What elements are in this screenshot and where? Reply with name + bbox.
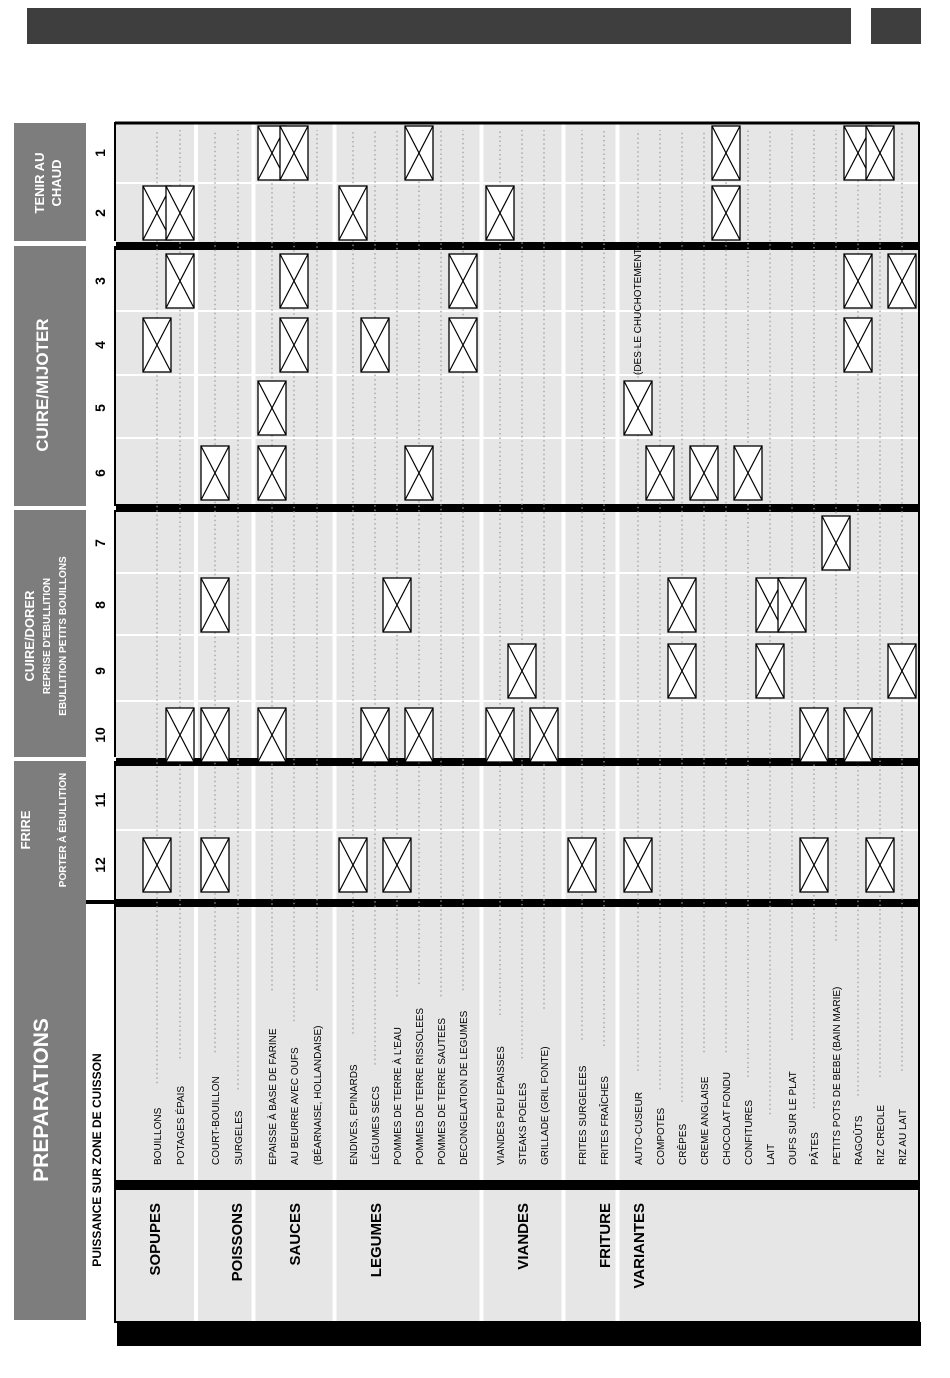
item-label: BOUILLONS bbox=[153, 1107, 164, 1165]
annotation-chuchotement: (DES LE CHUCHOTEMENT) bbox=[633, 244, 644, 375]
power-mark bbox=[258, 708, 286, 762]
item-label: FRITES SURGELEES bbox=[578, 1065, 589, 1165]
item-label: LAIT bbox=[766, 1143, 777, 1165]
power-mark bbox=[361, 318, 389, 372]
item-label: POMMES DE TERRE RISSOLEES bbox=[415, 1007, 426, 1165]
phase-subtitle-ebullition: EBULLITION PETITS BOUILLONS bbox=[58, 556, 69, 716]
power-mark bbox=[712, 186, 740, 240]
category-label: POISSONS bbox=[229, 1203, 246, 1282]
power-mark bbox=[866, 126, 894, 180]
item-label: GRILLADE (GRIL FONTE) bbox=[540, 1046, 551, 1165]
item-label: AUTO-CUSEUR bbox=[634, 1091, 645, 1165]
phase-title-frire: FRIRE bbox=[18, 810, 33, 850]
phase-separator bbox=[115, 242, 919, 250]
item-label: SURGELES bbox=[234, 1110, 245, 1165]
power-mark bbox=[800, 708, 828, 762]
power-mark bbox=[201, 838, 229, 892]
power-mark bbox=[449, 318, 477, 372]
power-mark bbox=[280, 318, 308, 372]
power-mark bbox=[383, 838, 411, 892]
level-number-11: 11 bbox=[92, 792, 108, 808]
power-mark bbox=[166, 708, 194, 762]
page-title: PREPARATIONS bbox=[30, 1018, 53, 1182]
power-mark bbox=[844, 254, 872, 308]
item-label: OUFS SUR LE PLAT bbox=[788, 1071, 799, 1165]
power-mark bbox=[258, 446, 286, 500]
item-label: CREME ANGLAISE bbox=[700, 1076, 711, 1165]
power-mark bbox=[822, 516, 850, 570]
item-label: POMMES DE TERRE À L'EAU bbox=[393, 1027, 404, 1165]
power-mark bbox=[143, 318, 171, 372]
category-label: SOPUPES bbox=[147, 1203, 164, 1276]
item-label: POTAGES ÉPAIS bbox=[176, 1085, 187, 1165]
power-mark bbox=[339, 186, 367, 240]
item-label: COMPOTES bbox=[656, 1107, 667, 1165]
power-mark bbox=[844, 318, 872, 372]
level-number-1: 1 bbox=[92, 149, 108, 157]
power-mark bbox=[449, 254, 477, 308]
phase-separator bbox=[115, 899, 919, 907]
level-number-5: 5 bbox=[92, 404, 108, 412]
level-number-3: 3 bbox=[92, 277, 108, 285]
power-mark bbox=[508, 644, 536, 698]
power-mark bbox=[624, 381, 652, 435]
power-mark bbox=[280, 254, 308, 308]
power-mark bbox=[756, 644, 784, 698]
power-mark bbox=[405, 446, 433, 500]
level-number-6: 6 bbox=[92, 469, 108, 477]
item-label: AU BEURRE AVEC OUFS bbox=[290, 1047, 301, 1165]
category-divider bbox=[333, 123, 337, 1322]
power-mark bbox=[166, 254, 194, 308]
item-label: EPAISSE À BASE DE FARINE bbox=[268, 1028, 279, 1165]
power-mark bbox=[361, 708, 389, 762]
power-mark bbox=[201, 446, 229, 500]
power-mark bbox=[486, 186, 514, 240]
category-divider bbox=[616, 123, 620, 1322]
power-mark bbox=[143, 838, 171, 892]
power-mark bbox=[888, 644, 916, 698]
phase-title-tenir: TENIR AU bbox=[32, 152, 47, 214]
item-label: POMMES DE TERRE SAUTEES bbox=[437, 1017, 448, 1165]
level-number-8: 8 bbox=[92, 601, 108, 609]
footer-bar bbox=[117, 1322, 921, 1346]
item-label: PÂTES bbox=[810, 1132, 821, 1165]
item-label: DECONGELATION DE LEGUMES bbox=[459, 1010, 470, 1165]
phase-subtitle-reprise: REPRISE D'EBULLITION bbox=[42, 577, 53, 695]
phase-separator bbox=[115, 504, 919, 512]
item-label: (BÉARNAISE, HOLLANDAISE) bbox=[313, 1025, 324, 1165]
category-divider bbox=[252, 123, 256, 1322]
phase-gap bbox=[14, 757, 116, 761]
phase-title-tenir: CHAUD bbox=[49, 159, 64, 207]
power-mark bbox=[778, 578, 806, 632]
item-label: RIZ CREOLE bbox=[876, 1104, 887, 1165]
level-number-12: 12 bbox=[92, 857, 108, 873]
phase-subtitle-porter: PORTER À ÉBULLITION bbox=[58, 772, 69, 888]
item-label: LÉGUMES SECS bbox=[371, 1086, 382, 1165]
category-divider bbox=[480, 123, 484, 1322]
item-label: PETITS POTS DE BEBE (BAIN MARIE) bbox=[832, 986, 843, 1165]
power-mark bbox=[734, 446, 762, 500]
power-mark bbox=[800, 838, 828, 892]
item-label: CRÊPES bbox=[678, 1123, 689, 1165]
power-mark bbox=[624, 838, 652, 892]
power-mark bbox=[668, 578, 696, 632]
power-mark bbox=[339, 838, 367, 892]
item-label: FRITES FRAÎCHES bbox=[600, 1076, 611, 1165]
item-label: CONFITURES bbox=[744, 1100, 755, 1165]
label-separator bbox=[115, 1180, 919, 1190]
phase-separator bbox=[115, 758, 919, 766]
power-mark bbox=[201, 708, 229, 762]
level-number-10: 10 bbox=[92, 727, 108, 743]
item-label: COURT-BOUILLON bbox=[211, 1076, 222, 1165]
power-mark bbox=[166, 186, 194, 240]
category-divider bbox=[562, 123, 566, 1322]
power-mark bbox=[486, 708, 514, 762]
power-mark bbox=[712, 126, 740, 180]
power-mark bbox=[888, 254, 916, 308]
power-mark bbox=[690, 446, 718, 500]
power-mark bbox=[568, 838, 596, 892]
power-mark bbox=[668, 644, 696, 698]
item-label: CHOCOLAT FONDU bbox=[722, 1072, 733, 1165]
power-mark bbox=[844, 708, 872, 762]
phase-title-cuire-dorer: CUIRE/DORER bbox=[22, 590, 37, 682]
power-mark bbox=[530, 708, 558, 762]
puissance-label: PUISSANCE SUR ZONE DE CUISSON bbox=[90, 1053, 104, 1267]
level-number-9: 9 bbox=[92, 667, 108, 675]
item-label: STEAKS POELES bbox=[518, 1082, 529, 1165]
level-number-4: 4 bbox=[92, 341, 108, 349]
item-label: ENDIVES, EPINARDS bbox=[349, 1064, 360, 1165]
item-label: VIANDES PEU EPAISSES bbox=[496, 1046, 507, 1165]
power-mark bbox=[646, 446, 674, 500]
category-label: SAUCES bbox=[287, 1203, 304, 1266]
category-label: FRITURE bbox=[597, 1203, 614, 1268]
phase-gap bbox=[14, 506, 116, 510]
power-mark bbox=[405, 708, 433, 762]
power-mark bbox=[405, 126, 433, 180]
power-mark bbox=[866, 838, 894, 892]
phase-gap bbox=[14, 241, 116, 246]
category-label: LEGUMES bbox=[368, 1203, 385, 1278]
category-label: VARIANTES bbox=[631, 1203, 648, 1289]
category-label: VIANDES bbox=[515, 1203, 532, 1270]
level-number-2: 2 bbox=[92, 209, 108, 217]
level-number-7: 7 bbox=[92, 539, 108, 547]
power-mark bbox=[201, 578, 229, 632]
phase-title-cuire-mijoter: CUIRE/MIJOTER bbox=[33, 318, 52, 452]
item-label: RIZ AU LAIT bbox=[898, 1108, 909, 1165]
item-label: RAGOÛTS bbox=[854, 1115, 865, 1165]
power-mark bbox=[383, 578, 411, 632]
power-mark bbox=[258, 381, 286, 435]
power-mark bbox=[280, 126, 308, 180]
